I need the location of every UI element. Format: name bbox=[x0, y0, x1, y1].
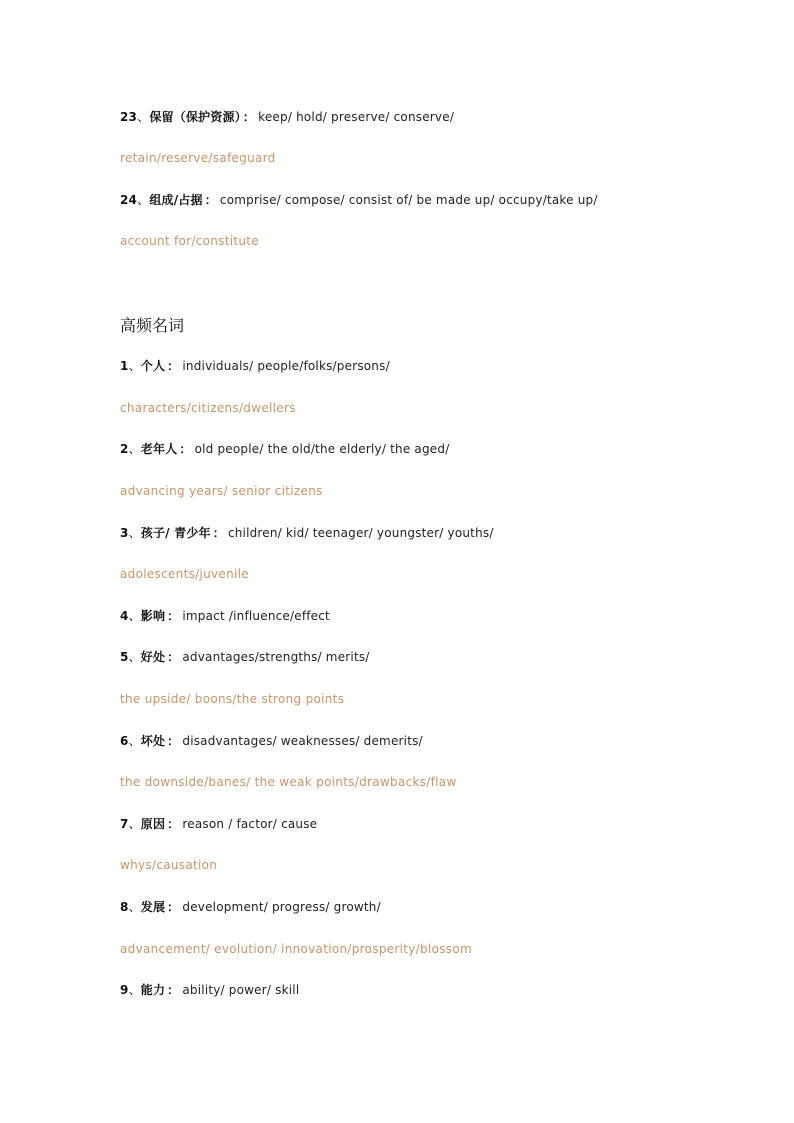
entry-separator: 、 bbox=[128, 442, 141, 456]
noun-entry-7-advanced: whys/causation bbox=[120, 858, 218, 872]
entry-colon: ： bbox=[167, 734, 180, 748]
entry-chinese-term: 影响 bbox=[140, 609, 166, 623]
noun-entry-6-advanced: the downside/banes/ the weak points/drawbacks/flaw bbox=[120, 775, 457, 789]
noun-entry-1 bbox=[120, 357, 390, 375]
entry-separator: 、 bbox=[128, 650, 141, 664]
entry-separator: 、 bbox=[128, 526, 141, 540]
noun-entry-6 bbox=[120, 732, 423, 750]
entry-chinese-term: 个人 bbox=[140, 359, 166, 373]
entry-colon: ： bbox=[204, 193, 217, 207]
entry-separator: 、 bbox=[137, 110, 150, 124]
entry-number: 8 bbox=[120, 900, 129, 914]
entry-synonyms: advantages/strengths/ merits/ bbox=[182, 650, 370, 664]
noun-entry-2 bbox=[120, 440, 449, 458]
entry-separator: 、 bbox=[128, 900, 141, 914]
entry-chinese-term: 原因 bbox=[140, 817, 166, 831]
noun-entry-4 bbox=[120, 607, 330, 625]
entry-chinese-term: 老年人 bbox=[140, 442, 178, 456]
entry-chinese-term: 保留（保护资源） bbox=[149, 110, 241, 124]
entry-colon: ： bbox=[212, 526, 225, 540]
entry-chinese-term: 孩子/ 青少年 bbox=[140, 526, 211, 540]
entry-synonyms: keep/ hold/ preserve/ conserve/ bbox=[258, 110, 455, 124]
entry-separator: 、 bbox=[128, 817, 141, 831]
entry-separator: 、 bbox=[128, 359, 141, 373]
entry-chinese-term: 能力 bbox=[140, 983, 166, 997]
entry-number: 9 bbox=[120, 983, 129, 997]
entry-separator: 、 bbox=[128, 734, 141, 748]
entry-synonyms: ability/ power/ skill bbox=[182, 983, 300, 997]
entry-number: 6 bbox=[120, 734, 129, 748]
entry-synonyms: disadvantages/ weaknesses/ demerits/ bbox=[182, 734, 423, 748]
noun-entry-1-advanced: characters/citizens/dwellers bbox=[120, 401, 296, 415]
noun-entry-5-advanced: the upside/ boons/the strong points bbox=[120, 692, 345, 706]
noun-entry-2-advanced: advancing years/ senior citizens bbox=[120, 484, 323, 498]
entry-synonyms: children/ kid/ teenager/ youngster/ youths/ bbox=[227, 526, 494, 540]
entry-synonyms: comprise/ compose/ consist of/ be made up/ occupy/take up/ bbox=[219, 193, 598, 207]
entry-colon: ： bbox=[167, 983, 180, 997]
entry-colon: ： bbox=[167, 650, 180, 664]
entry-number: 23 bbox=[120, 110, 138, 124]
entry-synonyms: old people/ the old/the elderly/ the aged/ bbox=[194, 442, 450, 456]
entry-chinese-term: 组成/占据 bbox=[149, 193, 203, 207]
section-heading-nouns: 高频名词 bbox=[120, 316, 185, 335]
entry-colon: ： bbox=[167, 609, 180, 623]
entry-separator: 、 bbox=[128, 983, 141, 997]
noun-entry-8 bbox=[120, 898, 381, 916]
entry-synonyms: impact /influence/effect bbox=[182, 609, 330, 623]
entry-colon: ： bbox=[167, 359, 180, 373]
noun-entry-8-advanced: advancement/ evolution/ innovation/prosperity/blossom bbox=[120, 942, 472, 956]
entry-colon: ： bbox=[179, 442, 192, 456]
entry-number: 5 bbox=[120, 650, 129, 664]
vocab-entry-24-advanced: account for/constitute bbox=[120, 234, 259, 248]
entry-synonyms: reason / factor/ cause bbox=[182, 817, 318, 831]
entry-chinese-term: 坏处 bbox=[140, 734, 166, 748]
entry-synonyms: individuals/ people/folks/persons/ bbox=[182, 359, 390, 373]
document-page bbox=[120, 0, 760, 1123]
entry-number: 7 bbox=[120, 817, 129, 831]
entry-number: 1 bbox=[120, 359, 129, 373]
entry-chinese-term: 好处 bbox=[140, 650, 166, 664]
noun-entry-5 bbox=[120, 648, 370, 666]
entry-chinese-term: 发展 bbox=[140, 900, 166, 914]
entry-number: 2 bbox=[120, 442, 129, 456]
entry-separator: 、 bbox=[137, 193, 150, 207]
entry-number: 24 bbox=[120, 193, 138, 207]
vocab-entry-23-advanced: retain/reserve/safeguard bbox=[120, 151, 276, 165]
noun-entry-7 bbox=[120, 815, 317, 833]
entry-separator: 、 bbox=[128, 609, 141, 623]
entry-number: 3 bbox=[120, 526, 129, 540]
noun-entry-3-advanced: adolescents/juvenile bbox=[120, 567, 249, 581]
entry-colon: ： bbox=[242, 110, 256, 124]
noun-entry-3 bbox=[120, 524, 494, 542]
noun-entry-9 bbox=[120, 981, 299, 999]
entry-number: 4 bbox=[120, 609, 129, 623]
vocab-entry-23 bbox=[120, 108, 454, 126]
entry-colon: ： bbox=[167, 900, 180, 914]
entry-synonyms: development/ progress/ growth/ bbox=[182, 900, 381, 914]
vocab-entry-24 bbox=[120, 191, 598, 209]
entry-colon: ： bbox=[167, 817, 180, 831]
